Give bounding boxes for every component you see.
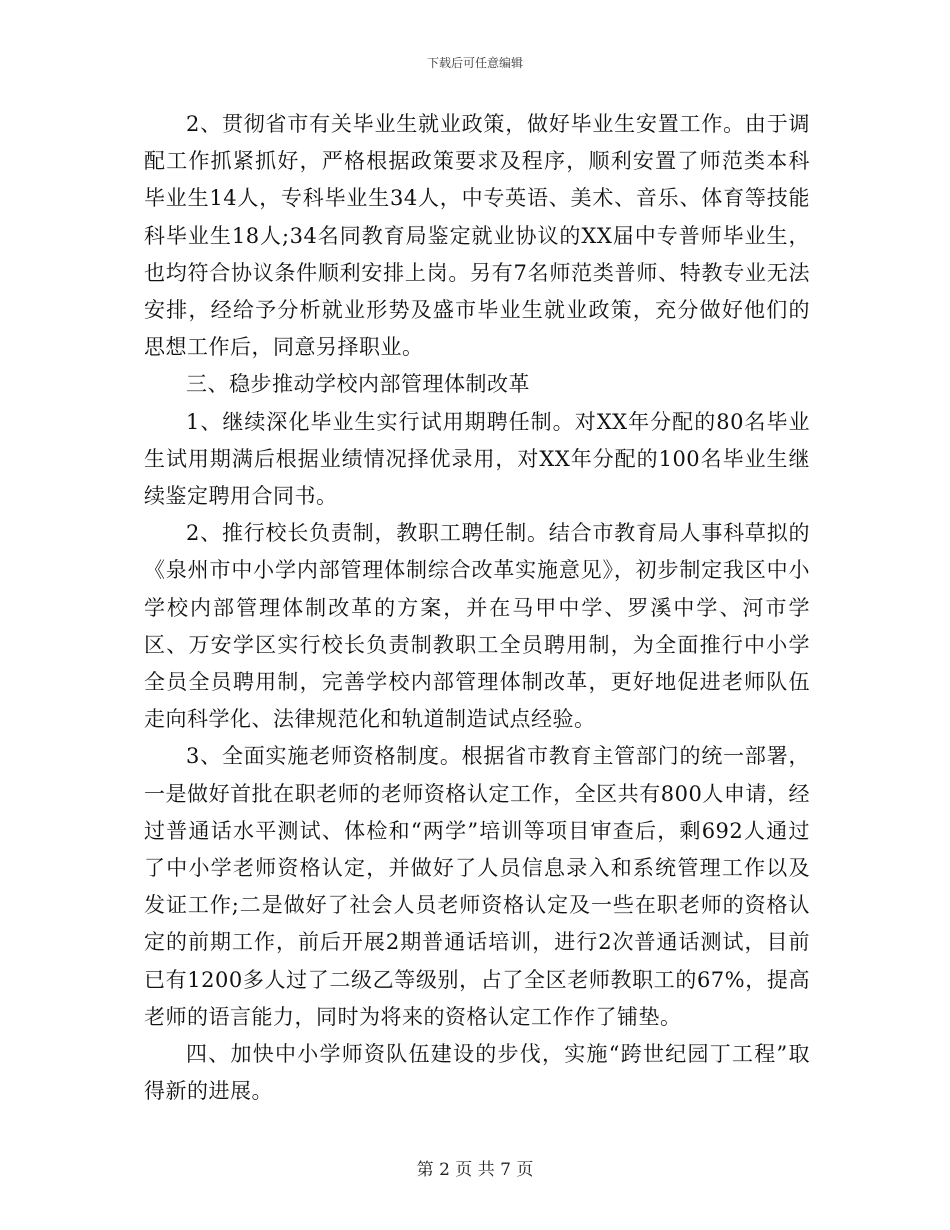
page-footer: 第 2 页 共 7 页 (416, 1160, 534, 1180)
paragraph: 2、推行校长负责制，教职工聘任制。结合市教育局人事科草拟的《泉州市中小学内部管理体制综合改革实施意见》，初步制定我区中小学校内部管理体制改革的方案，并在马甲中学、罗溪中学、河市学区、万安学区实行校长负责制教职工全员聘用制，为全面推行中小学全员全员聘用制，完善学校内部管理体制改革，更好地促进老师队伍走向科学化、法律规范化和轨道制造试点经验。 (144, 521, 810, 732)
page-header: 下载后可任意编辑 (426, 56, 523, 70)
section-heading: 三、稳步推动学校内部管理体制改革 (186, 372, 530, 397)
paragraph: 3、全面实施老师资格制度。根据省市教育主管部门的统一部署，一是做好首批在职老师的老师资格认定工作，全区共有800人申请，经过普通话水平测试、体检和“两学”培训等项目审查后，剩692人通过了中小学老师资格认定，并做好了人员信息录入和系统管理工作以及发证工作;二是做好了社会人员老师资格认定及一些在职老师的资格认定的前期工作，前后开展2期普通话培训，进行2次普通话测试，目前已有1200多人过了二级乙等级别，占了全区老师教职工的67%，提高老师的语言能力，同时为将来的资格认定工作作了铺垫。 (144, 744, 810, 1029)
paragraph: 2、贯彻省市有关毕业生就业政策，做好毕业生安置工作。由于调配工作抓紧抓好，严格根据政策要求及程序，顺利安置了师范类本科毕业生14人，专科毕业生34人，中专英语、美术、音乐、体育等技能科毕业生18人;34名同教育局鉴定就业协议的XX届中专普师毕业生，也均符合协议条件顺利安排上岗。另有7名师范类普师、特教专业无法安排，经给予分析就业形势及盛市毕业生就业政策，充分做好他们的思想工作后，同意另择职业。 (144, 112, 810, 360)
section-heading: 四、加快中小学师资队伍建设的步伐，实施“跨世纪园丁工程”取得新的进展。 (144, 1042, 810, 1104)
paragraph: 1、继续深化毕业生实行试用期聘任制。对XX年分配的80名毕业生试用期满后根据业绩情况择优录用，对XX年分配的100名毕业生继续鉴定聘用合同书。 (144, 409, 810, 509)
document-body (144, 106, 810, 1110)
